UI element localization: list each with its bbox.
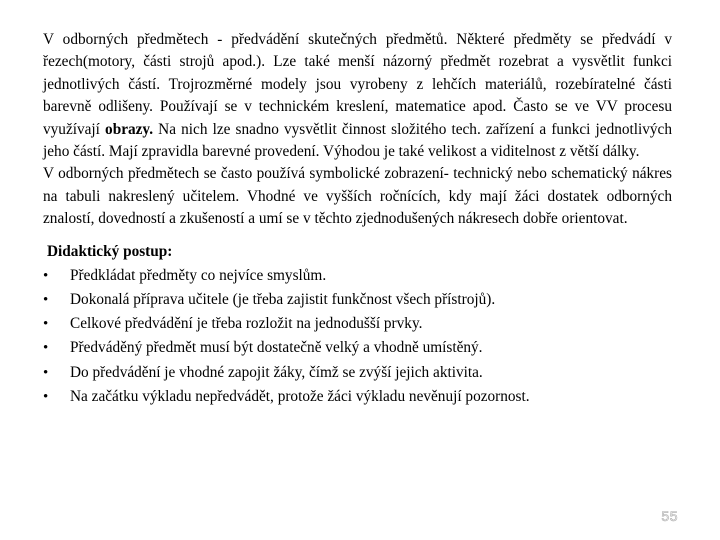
list-item <box>43 385 672 409</box>
list-item-text: Dokonalá příprava učitele (je třeba zajistit funkčnost všech přístrojů). <box>70 291 496 309</box>
bullet-icon: • <box>43 364 49 381</box>
list-item-text: Do předvádění je vhodné zapojit žáky, čímž se zvýší jejich aktivita. <box>70 363 483 381</box>
bullet-icon: • <box>43 267 49 284</box>
list-item-text: Na začátku výkladu nepředvádět, protože žáci výkladu nevěnují pozornost. <box>70 387 530 405</box>
list-item-text: Předkládat předměty co nejvíce smyslům. <box>70 266 327 284</box>
didactic-procedure <box>43 240 672 409</box>
list-item <box>43 288 672 312</box>
bullet-icon: • <box>43 340 49 357</box>
list-item-text: Celkové předvádění je třeba rozložit na jednodušší prvky. <box>70 315 423 333</box>
didactic-procedure-list <box>43 264 672 409</box>
list-item <box>43 312 672 336</box>
page-number: 55 <box>661 508 678 524</box>
list-item <box>43 336 672 360</box>
bullet-icon: • <box>43 316 49 333</box>
bullet-icon: • <box>43 388 49 405</box>
list-item-text: Předváděný předmět musí být dostatečně velký a vhodně umístěný. <box>70 339 483 357</box>
list-item <box>43 361 672 385</box>
paragraph-demonstration-text-2: Na nich lze snadno vysvětlit činnost složitého tech. zařízení a funkci jednotlivých jeho částí. Mají zpravidla barevné provedení. Výhodou je také velikost a viditelnost z větší dálky. <box>43 120 672 161</box>
paragraph-demonstration-text-1: V odborných předmětech - předvádění skutečných předmětů. Některé předměty se předvádí v řezech(motory, části strojů apod.). Lze také menší názorný předmět rozebrat a vysvětlit funkci jednotlivých částí. Trojrozměrné modely jsou vyrobeny z lehčích materiálů, rozebíratelné části barevně odlišeny. Používají se v technickém kreslení, matematice apod. Často se ve VV procesu využívají <box>43 31 672 138</box>
list-item <box>43 264 672 288</box>
paragraph-demonstration <box>43 29 672 163</box>
paragraph-demonstration-bold-obrazy: obrazy. <box>105 120 154 138</box>
slide-content <box>43 29 672 409</box>
bullet-icon: • <box>43 292 49 309</box>
paragraph-symbolic-representation: V odborných předmětech se často používá symbolické zobrazení- technický nebo schematický nákres na tabuli nakreslený učitelem. Vhodné ve vyšších ročnících, kdy mají žáci dostatek odborných znalostí, dovedností a zkušeností a umí se v těchto zjednodušených nákresech dobře orientovat. <box>43 165 672 228</box>
didactic-procedure-title: Didaktický postup: <box>47 242 173 260</box>
